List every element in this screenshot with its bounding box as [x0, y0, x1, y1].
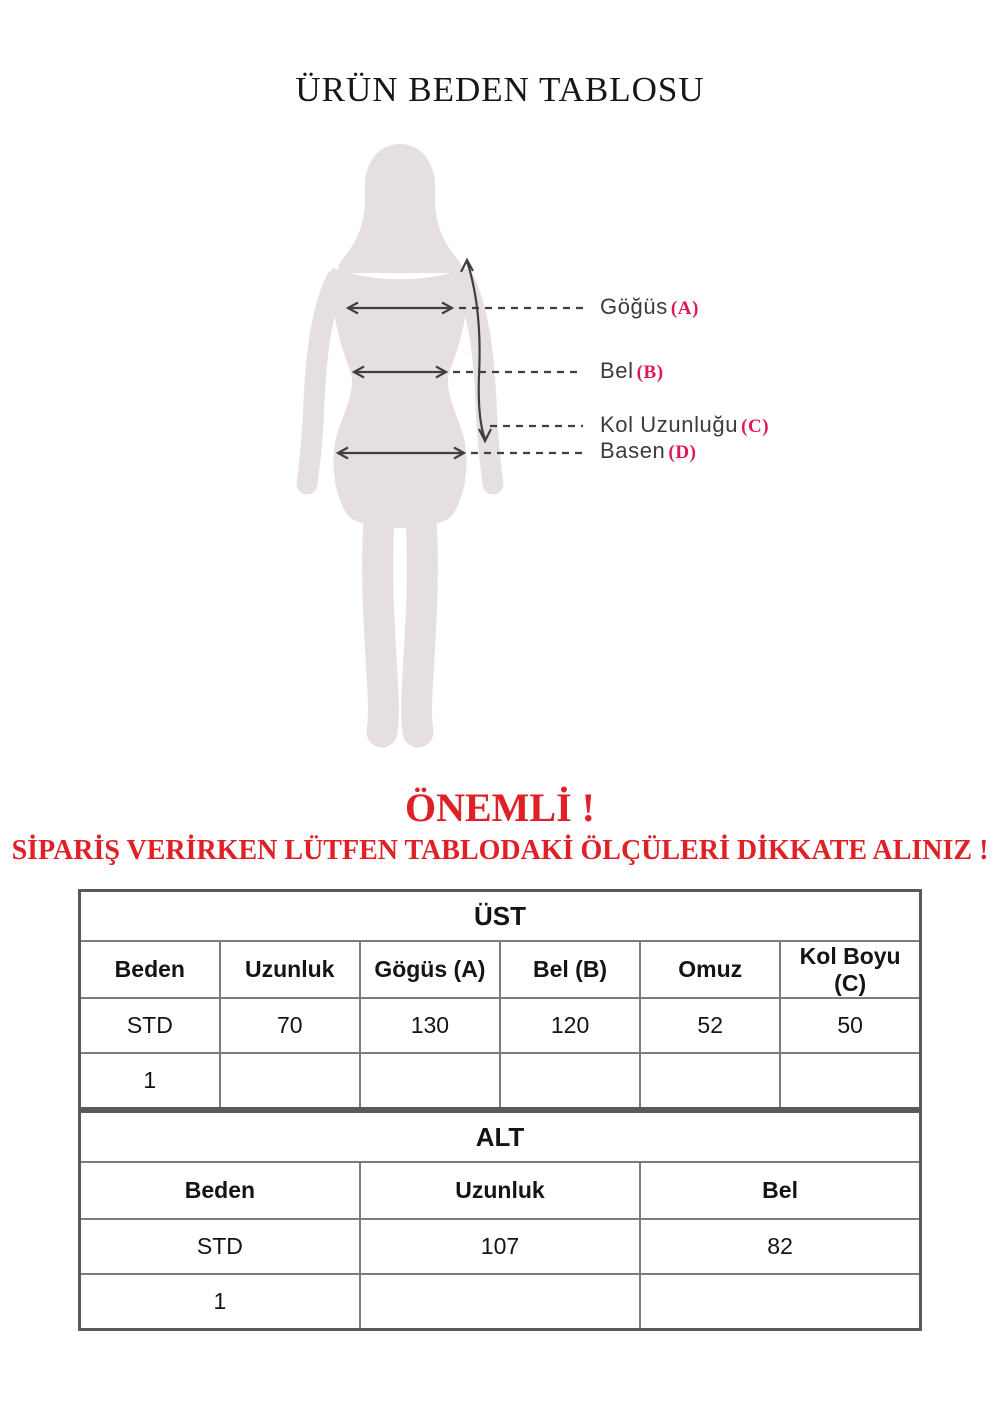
- measure-label-hip-text: Basen: [600, 437, 666, 463]
- ust-data-cell: 50: [780, 998, 920, 1053]
- measure-label-chest-text: Göğüs: [600, 293, 668, 319]
- page-title: ÜRÜN BEDEN TABLOSU: [295, 70, 705, 109]
- order-warning-text: SİPARİŞ VERİRKEN LÜTFEN TABLODAKİ ÖLÇÜLERİ DİKKATE ALINIZ !: [11, 835, 989, 866]
- alt-data-cell: 1: [80, 1274, 360, 1330]
- body-silhouette: [307, 144, 493, 732]
- ust-data-cell: 70: [220, 998, 360, 1053]
- measure-label-waist: [600, 358, 664, 384]
- silhouette-hair-head: [338, 144, 462, 273]
- ust-col-header: Bel (B): [500, 941, 640, 998]
- alt-title-row: [80, 1112, 921, 1163]
- ust-header-row: [80, 941, 921, 998]
- ust-data-row: [80, 998, 921, 1053]
- ust-data-cell: [220, 1053, 360, 1109]
- ust-col-header: Gögüs (A): [360, 941, 500, 998]
- measure-label-arm-length-text: Kol Uzunluğu: [600, 411, 739, 437]
- measure-label-hip: [600, 438, 697, 464]
- ust-table-title: ÜST: [80, 891, 921, 942]
- ust-data-cell: 1: [80, 1053, 220, 1109]
- ust-data-row: [80, 1053, 921, 1109]
- silhouette-right-leg: [417, 518, 423, 732]
- alt-data-cell: 107: [360, 1219, 640, 1274]
- ust-data-cell: [640, 1053, 780, 1109]
- ust-data-cell: 130: [360, 998, 500, 1053]
- alt-data-row: [80, 1219, 921, 1274]
- ust-data-cell: [780, 1053, 920, 1109]
- ust-data-cell: 120: [500, 998, 640, 1053]
- alt-col-header: Uzunluk: [360, 1162, 640, 1219]
- alt-data-cell: [360, 1274, 640, 1330]
- alt-header-row: [80, 1162, 921, 1219]
- measure-label-chest: [600, 294, 699, 320]
- ust-col-header: Omuz: [640, 941, 780, 998]
- top-size-table: [78, 889, 922, 1110]
- alt-data-cell: [640, 1274, 920, 1330]
- size-tables: [78, 889, 926, 1331]
- alt-data-row: [80, 1274, 921, 1330]
- bottom-size-table: [78, 1110, 922, 1331]
- measure-label-waist-text: Bel: [600, 357, 634, 383]
- alt-data-cell: STD: [80, 1219, 360, 1274]
- arm-length-measure-arrow: [461, 260, 583, 441]
- measure-letter-b: (B): [636, 361, 664, 383]
- ust-data-cell: 52: [640, 998, 780, 1053]
- silhouette-left-arm: [307, 280, 336, 484]
- measure-letter-d: (D): [668, 441, 697, 463]
- measure-letter-c: (C): [741, 415, 770, 437]
- ust-title-row: [80, 891, 921, 942]
- ust-data-cell: STD: [80, 998, 220, 1053]
- ust-col-header: Kol Boyu (C): [780, 941, 920, 998]
- important-heading: ÖNEMLİ !: [405, 785, 595, 830]
- alt-col-header: Beden: [80, 1162, 360, 1219]
- alt-col-header: Bel: [640, 1162, 920, 1219]
- alt-table-title: ALT: [80, 1112, 921, 1163]
- ust-col-header: Beden: [80, 941, 220, 998]
- ust-col-header: Uzunluk: [220, 941, 360, 998]
- measure-letter-a: (A): [670, 297, 700, 319]
- alt-data-cell: 82: [640, 1219, 920, 1274]
- ust-data-cell: [360, 1053, 500, 1109]
- measure-label-arm-length: [600, 412, 769, 438]
- silhouette-left-leg: [378, 518, 384, 732]
- ust-data-cell: [500, 1053, 640, 1109]
